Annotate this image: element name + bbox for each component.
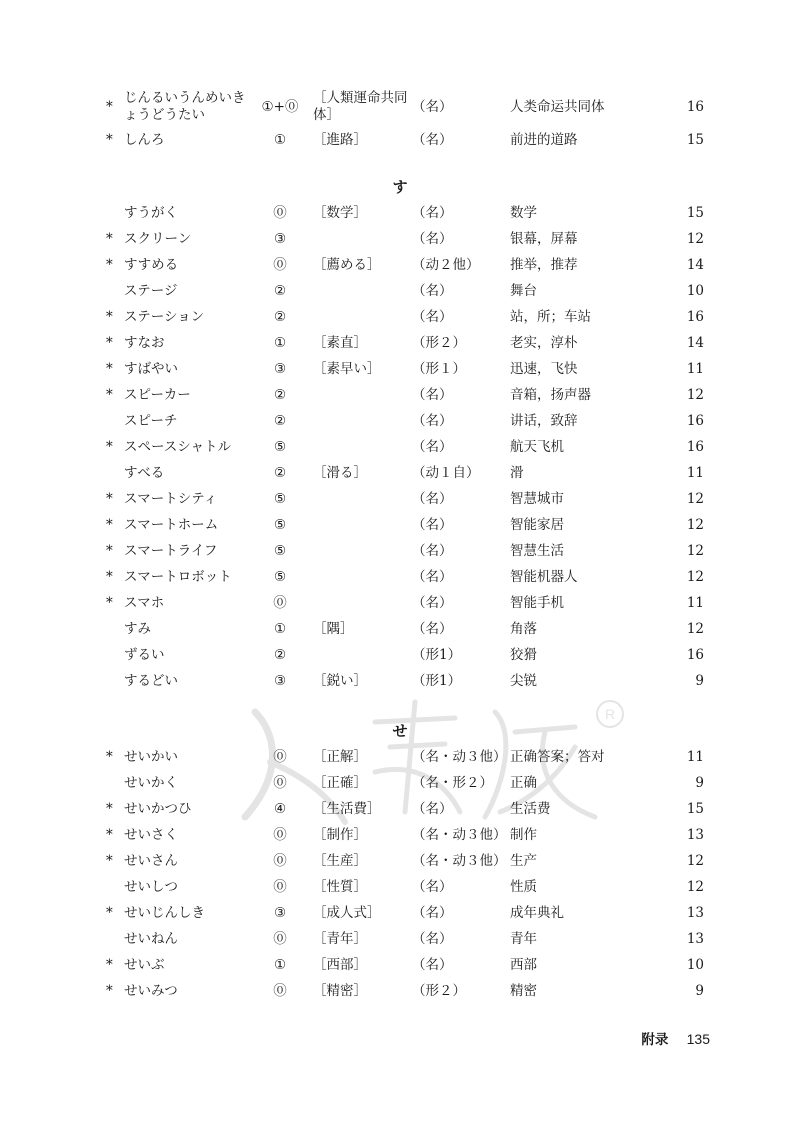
exclusion-mark: * (106, 439, 113, 455)
entry-kana: するどい (124, 673, 178, 689)
entry-accent: ② (273, 283, 287, 299)
exclusion-mark: * (106, 387, 113, 403)
entry-pos: （名） (412, 283, 453, 299)
entry-pos: （名） (412, 99, 453, 115)
entry-kana: すみ (124, 621, 151, 637)
entry-lesson: 15 (686, 205, 704, 221)
exclusion-mark: * (106, 231, 113, 247)
entry-kana: すべる (124, 465, 165, 481)
entry-lesson: 11 (686, 361, 704, 377)
entry-kanji: ［正解］ (313, 749, 367, 765)
entry-lesson: 11 (686, 465, 704, 481)
entry-accent: ⑤ (273, 517, 287, 533)
exclusion-mark: * (106, 517, 113, 533)
exclusion-mark: * (106, 569, 113, 585)
entry-row (0, 226, 800, 252)
entry-kana: スマートシティ (124, 491, 218, 507)
section-heading-se: せ (392, 722, 408, 740)
entry-meaning: 前进的道路 (510, 132, 578, 148)
entry-meaning: 老实，淳朴 (510, 335, 578, 351)
entry-meaning: 青年 (510, 931, 537, 947)
entry-kana: ステージ (124, 283, 178, 299)
entry-lesson: 14 (686, 257, 704, 273)
entry-pos: （动２他） (412, 257, 480, 273)
entry-kana: せいねん (124, 931, 178, 947)
entry-kana: すすめる (124, 257, 179, 273)
entry-accent: ② (273, 309, 287, 325)
entry-lesson: 12 (686, 231, 704, 247)
entry-accent: ⓪ (273, 257, 287, 273)
entry-meaning: 迅速，飞快 (510, 361, 578, 377)
entry-kana: せいさん (124, 853, 178, 869)
entry-meaning: 音箱，扬声器 (510, 387, 591, 403)
entry-row (0, 564, 800, 590)
entry-lesson: 9 (695, 775, 704, 791)
entry-pos: （名） (412, 309, 453, 325)
entry-row (0, 874, 800, 900)
entry-meaning: 成年典礼 (510, 905, 564, 921)
entry-meaning: 精密 (510, 983, 537, 999)
footer-label: 附录 (641, 1032, 669, 1048)
entry-lesson: 14 (686, 335, 704, 351)
entry-row (0, 642, 800, 668)
entry-row (0, 952, 800, 978)
entry-lesson: 13 (686, 905, 704, 921)
entry-kana: せいみつ (124, 983, 178, 999)
entry-kanji: ［性質］ (313, 879, 367, 895)
entry-lesson: 11 (686, 749, 704, 765)
section-heading-su: す (392, 178, 408, 196)
entry-kana: スピーチ (124, 413, 178, 429)
entry-accent: ② (273, 413, 287, 429)
entry-kanji: ［素直］ (313, 335, 367, 351)
exclusion-mark: * (106, 543, 113, 559)
entry-row (0, 330, 800, 356)
entry-lesson: 16 (686, 413, 704, 429)
entry-pos: （名） (412, 132, 453, 148)
entry-kana: すばやい (124, 361, 178, 377)
entry-lesson: 16 (686, 309, 704, 325)
entry-accent: ① (273, 132, 287, 148)
entry-kana: ステーション (124, 309, 205, 325)
entry-accent: ⓪ (273, 205, 287, 221)
exclusion-mark: * (106, 957, 113, 973)
exclusion-mark: * (106, 983, 113, 999)
entry-row (0, 356, 800, 382)
exclusion-mark: * (106, 801, 113, 817)
svg-text:R: R (604, 706, 616, 722)
entry-kana: せいかい (124, 749, 178, 765)
entry-pos: （名） (412, 231, 453, 247)
entry-kana: せいさく (124, 827, 178, 843)
entry-pos: （名） (412, 957, 453, 973)
entry-kanji: ［制作］ (313, 827, 367, 843)
entry-row (0, 460, 800, 486)
entry-accent: ③ (273, 231, 287, 247)
entry-kanji: ［生活費］ (313, 801, 381, 817)
entry-pos: （名） (412, 491, 453, 507)
entry-kanji: ［人類運命共同体］ (313, 90, 408, 123)
entry-lesson: 12 (686, 491, 704, 507)
entry-row (0, 278, 800, 304)
entry-accent: ⓪ (273, 749, 287, 765)
entry-row (0, 926, 800, 952)
entry-meaning: 推举，推荐 (510, 257, 578, 273)
entry-pos: （名） (412, 205, 453, 221)
entry-meaning: 智能机器人 (510, 569, 578, 585)
entry-kana: スピーカー (124, 387, 191, 403)
page-number: 135 (686, 1031, 710, 1047)
entry-meaning: 生产 (510, 853, 537, 869)
entry-row (0, 744, 800, 770)
exclusion-mark: * (106, 749, 113, 765)
entry-row (0, 486, 800, 512)
section-su (0, 200, 800, 694)
entry-lesson: 12 (686, 387, 704, 403)
entry-kanji: ［数学］ (313, 205, 367, 221)
entry-row (0, 900, 800, 926)
entry-row (0, 512, 800, 538)
entry-meaning: 尖锐 (510, 673, 537, 689)
entry-kana: スマートライフ (124, 543, 218, 559)
entry-kanji: ［滑る］ (313, 465, 367, 481)
entry-kana: スクリーン (124, 231, 192, 247)
entry-kana: せいかく (124, 775, 178, 791)
entry-lesson: 15 (686, 132, 704, 148)
entry-accent: ⓪ (273, 983, 287, 999)
entry-accent: ① (273, 621, 287, 637)
entry-pos: （形1） (412, 647, 462, 663)
entry-pos: （名） (412, 569, 453, 585)
entry-pos: （名） (412, 879, 453, 895)
entry-pos: （形１） (412, 361, 466, 377)
entry-meaning: 智能手机 (510, 595, 564, 611)
entry-kanji: ［進路］ (313, 132, 367, 148)
entry-accent: ② (273, 647, 287, 663)
entry-meaning: 站，所；车站 (510, 309, 591, 325)
entry-row (0, 822, 800, 848)
entry-pos: （名） (412, 517, 453, 533)
entry-pos: （形２） (412, 983, 466, 999)
entry-lesson: 12 (686, 853, 704, 869)
exclusion-mark: * (106, 853, 113, 869)
entry-meaning: 角落 (510, 621, 537, 637)
entry-accent: ⑤ (273, 491, 287, 507)
exclusion-mark: * (106, 132, 113, 148)
entry-accent: ①+⓪ (261, 99, 299, 115)
entry-pos: （名） (412, 801, 453, 817)
entry-pos: （名） (412, 439, 453, 455)
entry-accent: ② (273, 465, 287, 481)
entry-kanji: ［正確］ (313, 775, 367, 791)
entry-meaning: 讲话，致辞 (510, 413, 578, 429)
entry-row (0, 538, 800, 564)
entry-kana: ずるい (124, 647, 165, 663)
entry-lesson: 9 (695, 983, 704, 999)
entry-pos: （名・动３他） (412, 749, 507, 765)
entry-accent: ⑤ (273, 569, 287, 585)
entry-kanji: ［生産］ (313, 853, 367, 869)
entry-accent: ④ (273, 801, 287, 817)
entry-pos: （名・形２） (412, 775, 493, 791)
entry-meaning: 制作 (510, 827, 537, 843)
entry-lesson: 12 (686, 621, 704, 637)
entry-accent: ② (273, 387, 287, 403)
entry-lesson: 10 (686, 283, 704, 299)
entry-kana: せいしつ (124, 879, 178, 895)
entry-accent: ⓪ (273, 827, 287, 843)
entry-kanji: ［素早い］ (313, 361, 381, 377)
entry-kana: じんるいうんめいきょうどうたい (124, 90, 246, 123)
entry-meaning: 正确答案；答对 (510, 749, 605, 765)
entry-row (0, 848, 800, 874)
entry-kana: スマートロボット (124, 569, 232, 585)
entry-row (0, 590, 800, 616)
entry-row (0, 796, 800, 822)
entry-accent: ⓪ (273, 775, 287, 791)
entry-meaning: 航天飞机 (510, 439, 564, 455)
entry-kana: せいじんしき (124, 905, 205, 921)
entry-meaning: 正确 (510, 775, 537, 791)
entry-pos: （名・动３他） (412, 827, 507, 843)
entry-accent: ③ (273, 361, 287, 377)
entry-meaning: 智能家居 (510, 517, 564, 533)
entry-pos: （名） (412, 543, 453, 559)
entry-pos: （名） (412, 595, 453, 611)
entry-row (0, 978, 800, 1004)
entry-kanji: ［青年］ (313, 931, 367, 947)
page-footer (641, 1028, 710, 1048)
entry-kana: スペースシャトル (124, 439, 232, 455)
entry-lesson: 12 (686, 543, 704, 559)
exclusion-mark: * (106, 827, 113, 843)
entry-pos: （形1） (412, 673, 462, 689)
entry-meaning: 智慧生活 (510, 543, 564, 559)
entry-meaning: 西部 (510, 957, 537, 973)
entry-pos: （名） (412, 387, 453, 403)
entry-lesson: 13 (686, 827, 704, 843)
entry-kanji: ［西部］ (313, 957, 367, 973)
entry-lesson: 9 (695, 673, 704, 689)
entry-accent: ⑤ (273, 439, 287, 455)
entry-kana: せいぶ (124, 957, 165, 973)
entry-pos: （名） (412, 931, 453, 947)
entry-accent: ⓪ (273, 931, 287, 947)
entry-lesson: 15 (686, 801, 704, 817)
entry-row (0, 304, 800, 330)
exclusion-mark: * (106, 99, 113, 115)
entry-kana: しんろ (124, 132, 165, 148)
entry-meaning: 舞台 (510, 283, 537, 299)
entry-row (0, 382, 800, 408)
entry-accent: ⓪ (273, 879, 287, 895)
exclusion-mark: * (106, 361, 113, 377)
entry-pos: （名） (412, 905, 453, 921)
exclusion-mark: * (106, 595, 113, 611)
entry-pos: （名） (412, 621, 453, 637)
entry-row (0, 770, 800, 796)
entry-row (0, 252, 800, 278)
entry-lesson: 12 (686, 879, 704, 895)
entry-lesson: 11 (686, 595, 704, 611)
entry-accent: ③ (273, 905, 287, 921)
exclusion-mark: * (106, 491, 113, 507)
entry-lesson: 16 (686, 439, 704, 455)
exclusion-mark: * (106, 905, 113, 921)
section-continued (0, 87, 800, 153)
entry-row (0, 434, 800, 460)
entry-pos: （名） (412, 413, 453, 429)
entry-lesson: 13 (686, 931, 704, 947)
entry-row (0, 668, 800, 694)
entry-accent: ① (273, 335, 287, 351)
entry-kanji: ［精密］ (313, 983, 367, 999)
entry-kanji: ［薦める］ (313, 257, 381, 273)
entry-lesson: 12 (686, 517, 704, 533)
entry-row (0, 127, 800, 153)
entry-meaning: 狡猾 (510, 647, 537, 663)
entry-pos: （动１自） (412, 465, 480, 481)
entry-kana: すなお (124, 335, 165, 351)
exclusion-mark: * (106, 309, 113, 325)
exclusion-mark: * (106, 335, 113, 351)
entry-lesson: 16 (686, 647, 704, 663)
exclusion-mark: * (106, 257, 113, 273)
entry-row (0, 408, 800, 434)
entry-meaning: 生活费 (510, 801, 551, 817)
entry-meaning: 滑 (510, 465, 524, 481)
entry-accent: ③ (273, 673, 287, 689)
entry-meaning: 银幕，屏幕 (510, 231, 578, 247)
entry-row (0, 200, 800, 226)
entry-kana: せいかつひ (124, 801, 192, 817)
entry-kanji: ［隅］ (313, 621, 354, 637)
entry-accent: ⓪ (273, 853, 287, 869)
entry-kana: スマホ (124, 595, 165, 611)
entry-kana: すうがく (124, 205, 178, 221)
entry-kana: スマートホーム (124, 517, 219, 533)
entry-accent: ⓪ (273, 595, 287, 611)
entry-meaning: 智慧城市 (510, 491, 564, 507)
entry-meaning: 数学 (510, 205, 537, 221)
entry-row (0, 87, 800, 127)
entry-lesson: 10 (686, 957, 704, 973)
entry-pos: （形２） (412, 335, 466, 351)
entry-accent: ① (273, 957, 287, 973)
entry-kanji: ［鋭い］ (313, 673, 367, 689)
entry-row (0, 616, 800, 642)
entry-lesson: 16 (686, 99, 704, 115)
entry-pos: （名・动３他） (412, 853, 507, 869)
entry-accent: ⑤ (273, 543, 287, 559)
entry-lesson: 12 (686, 569, 704, 585)
entry-meaning: 人类命运共同体 (510, 99, 605, 115)
entry-meaning: 性质 (510, 879, 537, 895)
entry-kanji: ［成人式］ (313, 905, 381, 921)
section-se (0, 744, 800, 1004)
